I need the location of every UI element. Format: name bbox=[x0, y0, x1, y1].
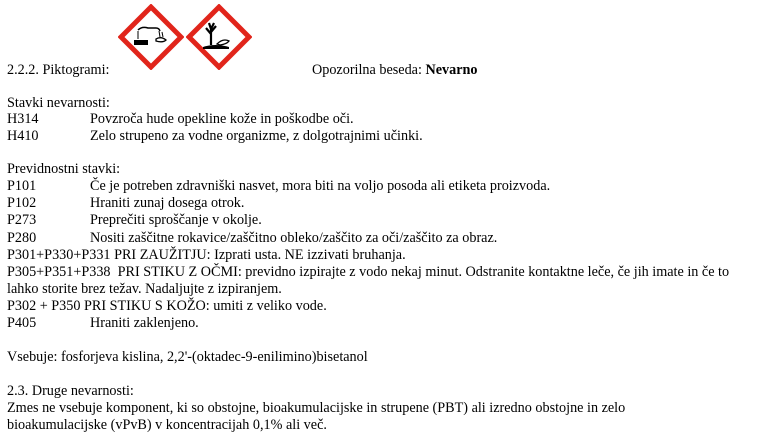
signal-word: Nevarno bbox=[425, 62, 478, 78]
signal-word-line bbox=[312, 61, 477, 79]
pictograms-heading: 2.2.2. Piktogrami: bbox=[7, 62, 110, 78]
corrosion-pictogram bbox=[118, 4, 184, 70]
hazard-statements-title: Stavki nevarnosti: bbox=[7, 95, 110, 111]
precautionary-code: P280 bbox=[7, 230, 37, 246]
precautionary-text: Če je potreben zdravniški nasvet, mora biti na voljo posoda ali etiketa proizvoda. bbox=[90, 178, 551, 194]
precautionary-p305-line1: P305+P351+P338 PRI STIKU Z OČMI: previdno izpirajte z vodo nekaj minut. Odstranite kontaktne leče, če jih imate in če to bbox=[7, 264, 730, 280]
precautionary-p301: P301+P330+P331 PRI ZAUŽITJU: Izprati usta. NE izzivati bruhanja. bbox=[7, 247, 406, 263]
other-hazards-text-line1: Zmes ne vsebuje komponent, ki so obstojne, bioakumulacijske in strupene (PBT) ali izredno obstojne in zelo bbox=[7, 400, 626, 416]
precautionary-statement bbox=[7, 229, 497, 247]
precautionary-p302: P302 + P350 PRI STIKU S KOŽO: umiti z veliko vode. bbox=[7, 298, 327, 314]
precautionary-statement bbox=[7, 194, 244, 212]
hazard-code: H410 bbox=[7, 128, 39, 144]
hazard-text: Zelo strupeno za vodne organizme, z dolgotrajnimi učinki. bbox=[90, 128, 423, 144]
precautionary-statement bbox=[7, 211, 262, 229]
precautionary-statement bbox=[7, 314, 199, 332]
precautionary-text: Hraniti zaklenjeno. bbox=[90, 315, 199, 331]
hazard-statement bbox=[7, 127, 423, 145]
environment-pictogram bbox=[186, 4, 252, 70]
hazard-statement bbox=[7, 110, 354, 128]
precautionary-code: P102 bbox=[7, 195, 37, 211]
hazard-code: H314 bbox=[7, 111, 39, 127]
contains-line: Vsebuje: fosforjeva kislina, 2,2'-(oktadec-9-enilimino)bisetanol bbox=[7, 349, 368, 365]
other-hazards-text-line2: bioakumulacijske (vPvB) v koncentracijah 0,1% ali več. bbox=[7, 417, 327, 433]
hazard-text: Povzroča hude opekline kože in poškodbe oči. bbox=[90, 111, 354, 127]
other-hazards-heading: 2.3. Druge nevarnosti: bbox=[7, 383, 134, 399]
precautionary-text: Nositi zaščitne rokavice/zaščitno obleko/zaščito za oči/zaščito za obraz. bbox=[90, 230, 498, 246]
precautionary-text: Preprečiti sproščanje v okolje. bbox=[90, 212, 262, 228]
precautionary-statements-title: Previdnostni stavki: bbox=[7, 161, 121, 177]
precautionary-text: Hraniti zunaj dosega otrok. bbox=[90, 195, 245, 211]
precautionary-p305-line2: lahko storite brez težav. Nadaljujte z izpiranjem. bbox=[7, 281, 282, 297]
precautionary-code: P101 bbox=[7, 178, 37, 194]
precautionary-code: P273 bbox=[7, 212, 37, 228]
precautionary-code: P405 bbox=[7, 315, 37, 331]
precautionary-statement bbox=[7, 177, 550, 195]
signal-word-label: Opozorilna beseda: bbox=[312, 62, 422, 78]
